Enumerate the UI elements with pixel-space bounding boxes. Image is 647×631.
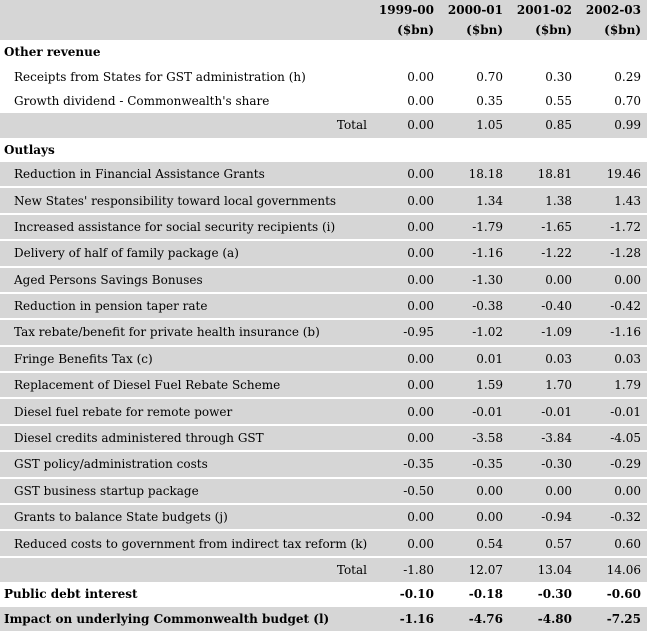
value-cell: -1.30 <box>440 267 509 293</box>
total-row <box>0 557 647 582</box>
unit-header: ($bn) <box>509 20 578 40</box>
value-cell: 1.79 <box>578 372 647 398</box>
value-cell: 0.00 <box>371 504 440 530</box>
value-cell: 0.35 <box>476 93 503 108</box>
value-cell: 0.00 <box>509 267 578 293</box>
public-debt-interest-row <box>0 582 647 606</box>
row-label: Grants to balance State budgets (j) <box>0 504 371 530</box>
value-cell: 0.00 <box>371 425 440 451</box>
table-row <box>0 187 647 213</box>
value-cell: -1.16 <box>440 240 509 266</box>
value-cell: -0.60 <box>606 587 641 602</box>
value-cell: 0.00 <box>440 504 509 530</box>
table-row <box>0 530 647 556</box>
value-cell: -1.28 <box>578 240 647 266</box>
value-cell: -1.16 <box>371 607 440 631</box>
value-cell: 0.00 <box>371 187 440 213</box>
table-row <box>0 425 647 451</box>
value-cell: 18.81 <box>509 162 578 187</box>
value-cell: 1.70 <box>509 372 578 398</box>
value-cell: 13.04 <box>509 557 578 582</box>
value-cell: 0.00 <box>407 93 434 108</box>
value-cell: -3.84 <box>509 425 578 451</box>
value-cell: 0.00 <box>371 267 440 293</box>
value-cell: 0.99 <box>578 113 647 137</box>
value-cell: 0.00 <box>371 372 440 398</box>
value-cell: 0.00 <box>407 69 434 84</box>
value-cell: -1.22 <box>509 240 578 266</box>
row-label: Diesel credits administered through GST <box>0 425 371 451</box>
value-cell: 0.00 <box>371 240 440 266</box>
year-header: 2001-02 <box>509 0 578 20</box>
total-label: Total <box>0 113 371 137</box>
value-cell: -4.76 <box>440 607 509 631</box>
value-cell: -0.01 <box>578 398 647 424</box>
table-row <box>0 89 647 113</box>
unit-header: ($bn) <box>371 20 440 40</box>
table-row <box>0 267 647 293</box>
value-cell: 0.54 <box>440 530 509 556</box>
table-row <box>0 240 647 266</box>
row-label: Reduction in Financial Assistance Grants <box>0 162 371 187</box>
section-title: Outlays <box>4 142 55 157</box>
value-cell: -0.94 <box>509 504 578 530</box>
value-cell: -0.40 <box>509 293 578 319</box>
section-header-outlays <box>0 138 647 162</box>
value-cell: -1.09 <box>509 319 578 345</box>
table-row <box>0 64 647 88</box>
value-cell: -3.58 <box>440 425 509 451</box>
value-cell: 0.00 <box>371 398 440 424</box>
value-cell: -0.95 <box>371 319 440 345</box>
value-cell: -0.29 <box>578 451 647 477</box>
row-label: Reduction in pension taper rate <box>0 293 371 319</box>
value-cell: 0.03 <box>509 346 578 372</box>
value-cell: -4.80 <box>509 607 578 631</box>
row-label: Public debt interest <box>4 587 138 602</box>
year-header: 1999-00 <box>371 0 440 20</box>
year-header: 2002-03 <box>578 0 647 20</box>
value-cell: 0.30 <box>545 69 572 84</box>
value-cell: -0.42 <box>578 293 647 319</box>
value-cell: -0.18 <box>468 587 503 602</box>
value-cell: 0.00 <box>440 478 509 504</box>
row-label: Growth dividend - Commonwealth's share <box>14 93 270 108</box>
row-label: Receipts from States for GST administration (h) <box>14 69 306 84</box>
value-cell: 0.03 <box>578 346 647 372</box>
value-cell: 0.70 <box>476 69 503 84</box>
value-cell: 1.43 <box>578 187 647 213</box>
value-cell: -1.72 <box>578 214 647 240</box>
row-label: Fringe Benefits Tax (c) <box>0 346 371 372</box>
value-cell: 0.00 <box>371 346 440 372</box>
row-label: Diesel fuel rebate for remote power <box>0 398 371 424</box>
value-cell: 0.00 <box>371 113 440 137</box>
value-cell: -1.80 <box>371 557 440 582</box>
row-label: Tax rebate/benefit for private health insurance (b) <box>0 319 371 345</box>
header-units-row <box>0 20 647 40</box>
unit-header: ($bn) <box>578 20 647 40</box>
value-cell: 18.18 <box>440 162 509 187</box>
row-label: Delivery of half of family package (a) <box>0 240 371 266</box>
value-cell: -0.01 <box>440 398 509 424</box>
value-cell: -0.35 <box>440 451 509 477</box>
row-label: Impact on underlying Commonwealth budget (l) <box>0 607 371 631</box>
value-cell: -7.25 <box>578 607 647 631</box>
value-cell: 0.00 <box>371 530 440 556</box>
row-label: Reduced costs to government from indirect tax reform (k) <box>0 530 371 556</box>
value-cell: 1.59 <box>440 372 509 398</box>
value-cell: -1.65 <box>509 214 578 240</box>
value-cell: 1.34 <box>440 187 509 213</box>
table-row <box>0 346 647 372</box>
value-cell: -0.10 <box>399 587 434 602</box>
row-label: GST policy/administration costs <box>0 451 371 477</box>
table-row <box>0 372 647 398</box>
row-label: New States' responsibility toward local governments <box>0 187 371 213</box>
value-cell: -0.30 <box>509 451 578 477</box>
value-cell: 0.00 <box>371 162 440 187</box>
value-cell: 19.46 <box>578 162 647 187</box>
total-label: Total <box>0 557 371 582</box>
table-row <box>0 451 647 477</box>
table-row <box>0 319 647 345</box>
row-label: Replacement of Diesel Fuel Rebate Scheme <box>0 372 371 398</box>
row-label: GST business startup package <box>0 478 371 504</box>
value-cell: 1.05 <box>440 113 509 137</box>
table-row <box>0 478 647 504</box>
value-cell: -4.05 <box>578 425 647 451</box>
total-row <box>0 113 647 137</box>
table-row <box>0 162 647 187</box>
value-cell: 0.00 <box>578 478 647 504</box>
value-cell: 0.29 <box>614 69 641 84</box>
value-cell: 0.00 <box>371 293 440 319</box>
value-cell: -0.38 <box>440 293 509 319</box>
value-cell: 0.00 <box>509 478 578 504</box>
value-cell: -1.02 <box>440 319 509 345</box>
value-cell: 0.01 <box>440 346 509 372</box>
value-cell: 12.07 <box>440 557 509 582</box>
value-cell: -1.16 <box>578 319 647 345</box>
table-row <box>0 504 647 530</box>
header-years-row <box>0 0 647 20</box>
value-cell: -1.79 <box>440 214 509 240</box>
value-cell: -0.01 <box>509 398 578 424</box>
section-header-other-revenue <box>0 40 647 64</box>
value-cell: 14.06 <box>578 557 647 582</box>
row-label: Increased assistance for social security recipients (i) <box>0 214 371 240</box>
value-cell: 0.55 <box>545 93 572 108</box>
table-row <box>0 398 647 424</box>
value-cell: -0.32 <box>578 504 647 530</box>
section-title: Other revenue <box>4 45 101 60</box>
value-cell: -0.35 <box>371 451 440 477</box>
value-cell: 0.60 <box>578 530 647 556</box>
value-cell: -0.30 <box>537 587 572 602</box>
unit-header: ($bn) <box>440 20 509 40</box>
value-cell: 1.38 <box>509 187 578 213</box>
year-header: 2000-01 <box>440 0 509 20</box>
row-label: Aged Persons Savings Bonuses <box>0 267 371 293</box>
value-cell: 0.85 <box>509 113 578 137</box>
value-cell: 0.57 <box>509 530 578 556</box>
value-cell: 0.00 <box>578 267 647 293</box>
table-row <box>0 293 647 319</box>
value-cell: 0.00 <box>371 214 440 240</box>
value-cell: 0.70 <box>614 93 641 108</box>
value-cell: -0.50 <box>371 478 440 504</box>
table-row <box>0 214 647 240</box>
impact-row <box>0 607 647 631</box>
